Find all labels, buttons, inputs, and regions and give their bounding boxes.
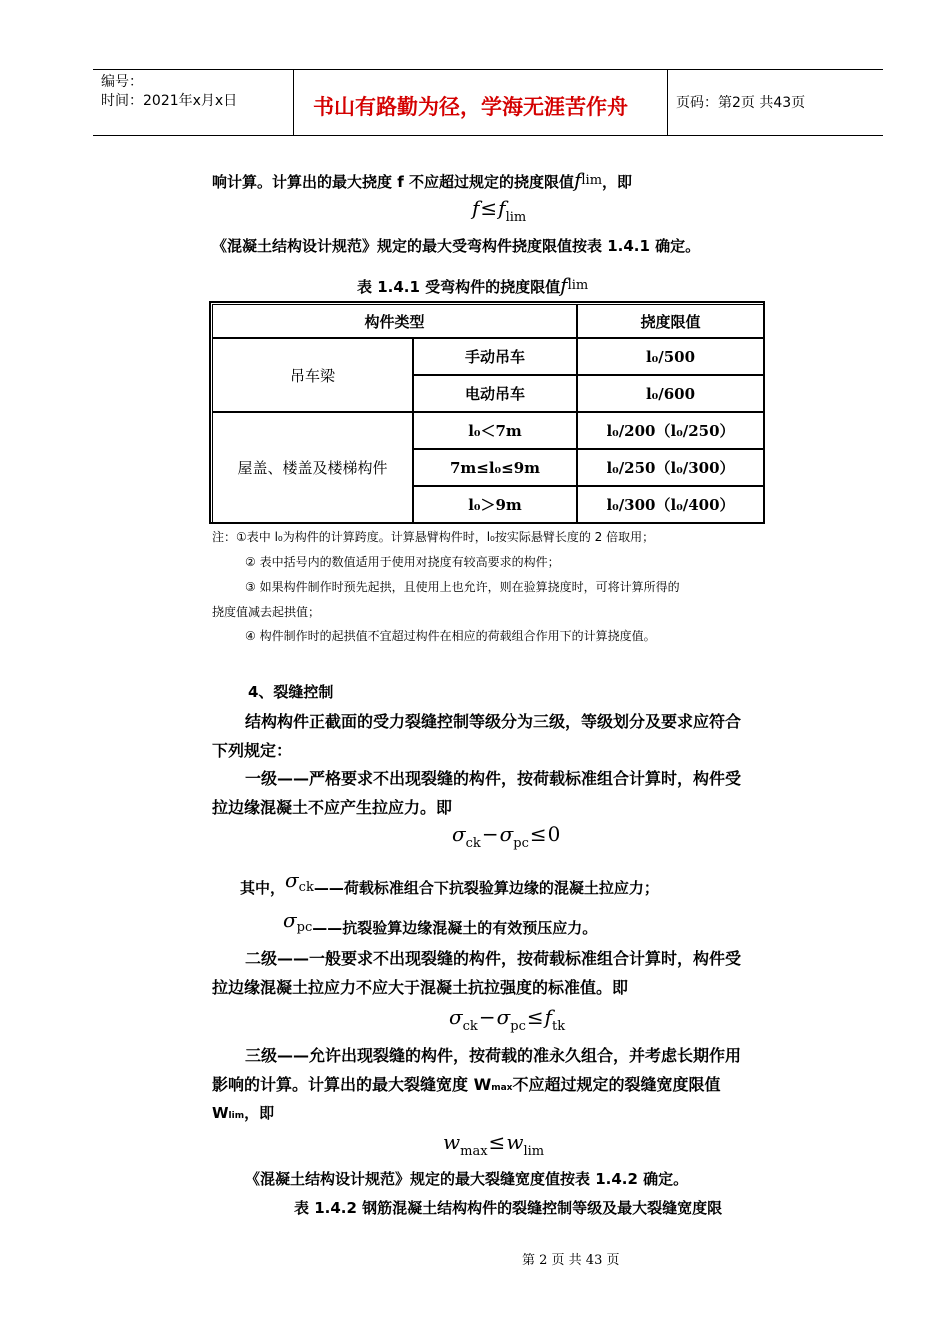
- table-note-3: ③ 如果构件制作时预先起拱，且使用上也允许，则在验算挠度时，可将计算所得的: [245, 580, 680, 594]
- header-top-rule: [93, 69, 883, 70]
- paragraph-crack-levels: 结构构件正截面的受力裂缝控制等级分为三级，等级划分及要求应符合: [245, 712, 742, 731]
- table-cell-type: 7m≤l₀≤9m: [413, 449, 577, 486]
- table-note-4: ④ 构件制作时的起拱值不宜超过构件在相应的荷载组合作用下的计算挠度值。: [245, 629, 656, 643]
- table-header-type: 构件类型: [212, 304, 577, 338]
- f-lim-symbol: flim: [573, 168, 603, 192]
- sigma-pc-symbol: σpc: [283, 908, 313, 935]
- paragraph-text-end: ，即: [602, 173, 633, 191]
- table-cell-type: l₀＞9m: [413, 486, 577, 523]
- paragraph-crack-levels-cont: 下列规定：: [212, 741, 293, 760]
- header-bottom-rule: [93, 135, 883, 136]
- table-note-1: 注：①表中 l₀为构件的计算跨度。计算悬臂构件时，l₀按实际悬臂长度的 2 倍取用；: [212, 530, 655, 544]
- sigma-ck-symbol: σck: [285, 868, 314, 895]
- equation-level-two: $\sigma_{ck}-\sigma_{pc}\le f_{tk}$: [449, 1005, 566, 1034]
- table-cell-limit: l₀/200（l₀/250）: [577, 412, 764, 449]
- paragraph-level-three-end: Wlim，即: [212, 1104, 275, 1122]
- definition-sigma-ck: 其中，σck——荷载标准组合下抗裂验算边缘的混凝土拉应力；: [240, 868, 659, 897]
- header-number-label: 编号：: [101, 74, 143, 90]
- table2-caption: 表 1.4.2 钢筋混凝土结构构件的裂缝控制等级及最大裂缝宽度限: [294, 1199, 723, 1217]
- table-group-roof-floor: 屋盖、楼盖及楼梯构件: [212, 412, 413, 523]
- table-cell-limit: l₀/500: [577, 338, 764, 375]
- page-footer: 第 2 页 共 43 页: [522, 1253, 620, 1268]
- table-note-3-cont: 挠度值减去起拱值；: [212, 605, 321, 619]
- table-cell-limit: l₀/600: [577, 375, 764, 412]
- paragraph-level-two-cont: 拉边缘混凝土拉应力不应大于混凝土抗拉强度的标准值。即: [212, 978, 629, 997]
- paragraph-text: 响计算。计算出的最大挠度 f 不应超过规定的挠度限值: [212, 173, 574, 191]
- deflection-limit-table: [212, 304, 764, 523]
- equation-level-one: $\sigma_{ck}-\sigma_{pc}\le 0$: [452, 822, 561, 851]
- paragraph-level-one-cont: 拉边缘混凝土不应产生拉应力。即: [212, 798, 453, 817]
- table-group-crane-beam: 吊车梁: [212, 338, 413, 412]
- paragraph-deflection-intro: [212, 168, 632, 192]
- equation-deflection-limit: $f\le f_{lim}$: [472, 196, 527, 225]
- paragraph-level-three-cont: 影响的计算。计算出的最大裂缝宽度 Wmax不应超过规定的裂缝宽度限值: [212, 1075, 721, 1094]
- table1-caption: 表 1.4.1 受弯构件的挠度限值flim: [357, 273, 589, 297]
- paragraph-level-one: 一级——严格要求不出现裂缝的构件，按荷载标准组合计算时，构件受: [245, 769, 742, 788]
- header-page-label: 页码：第2页 共43页: [676, 95, 806, 111]
- table-cell-limit: l₀/250（l₀/300）: [577, 449, 764, 486]
- table-header-limit: 挠度限值: [577, 304, 764, 338]
- definition-sigma-pc: σpc——抗裂验算边缘混凝土的有效预压应力。: [283, 908, 598, 937]
- header-divider-right: [667, 69, 668, 136]
- f-lim-symbol: flim: [560, 273, 589, 297]
- header-motto: 书山有路勤为径，学海无涯苦作舟: [313, 95, 628, 119]
- paragraph-crack-code-reference: 《混凝土结构设计规范》规定的最大裂缝宽度值按表 1.4.2 确定。: [245, 1170, 689, 1188]
- header-time-label: 时间：2021年x月x日: [101, 93, 238, 109]
- table-cell-type: 手动吊车: [413, 338, 577, 375]
- paragraph-level-two: 二级——一般要求不出现裂缝的构件，按荷载标准组合计算时，构件受: [245, 949, 742, 968]
- paragraph-code-reference: 《混凝土结构设计规范》规定的最大受弯构件挠度限值按表 1.4.1 确定。: [212, 237, 701, 255]
- table-cell-type: l₀＜7m: [413, 412, 577, 449]
- table-cell-limit: l₀/300（l₀/400）: [577, 486, 764, 523]
- section-title-crack-control: 4、裂缝控制: [248, 683, 334, 701]
- paragraph-level-three: 三级——允许出现裂缝的构件，按荷载的准永久组合，并考虑长期作用: [245, 1046, 742, 1065]
- header-divider-left: [293, 69, 294, 136]
- table-note-2: ② 表中括号内的数值适用于使用对挠度有较高要求的构件；: [245, 555, 560, 569]
- table-cell-type: 电动吊车: [413, 375, 577, 412]
- equation-crack-width: $w_{max}\le w_{lim}$: [443, 1130, 545, 1159]
